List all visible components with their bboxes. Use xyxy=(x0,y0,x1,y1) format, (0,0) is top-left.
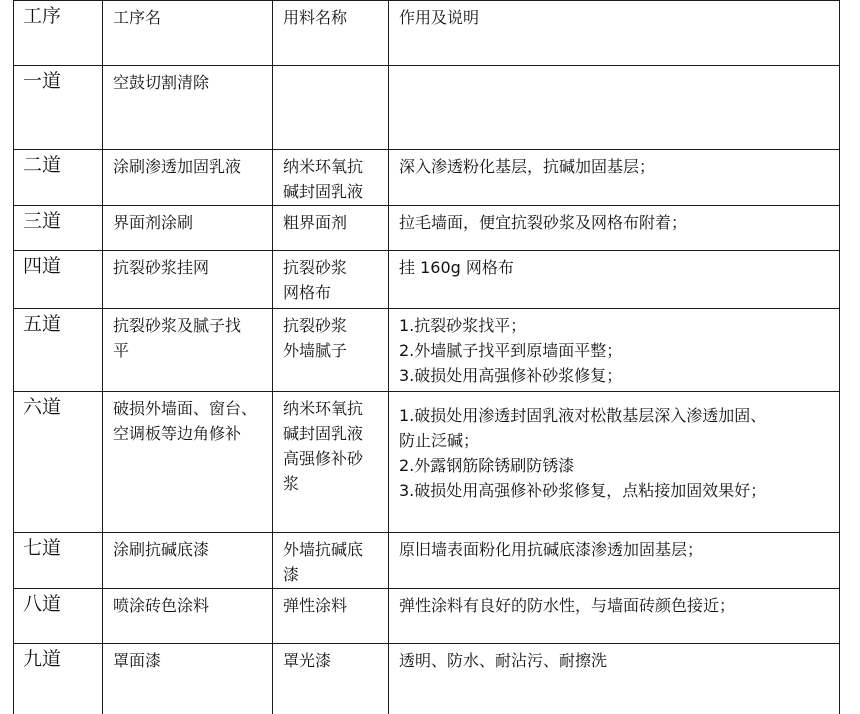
material-cell xyxy=(273,251,389,309)
step-cell: 六道 xyxy=(14,392,103,533)
description-line: 挂 160g 网格布 xyxy=(399,258,514,277)
material-line: 弹性涂料 xyxy=(283,596,348,615)
description-line: 深入渗透粉化基层，抗碱加固基层； xyxy=(399,157,656,176)
material-line: 高强修补砂 xyxy=(283,449,364,468)
process-name-cell xyxy=(103,150,273,206)
material-cell xyxy=(273,392,389,533)
process-name-line: 界面剂涂刷 xyxy=(113,213,194,232)
process-name-cell xyxy=(103,644,273,714)
process-name-cell xyxy=(103,392,273,533)
process-name-cell xyxy=(103,251,273,309)
description-cell xyxy=(389,251,840,309)
process-name-line: 平 xyxy=(113,341,130,360)
material-line: 漆 xyxy=(283,565,300,584)
material-line: 外墙腻子 xyxy=(283,341,348,360)
table-row xyxy=(14,533,840,589)
table-row xyxy=(14,150,840,206)
material-line: 浆 xyxy=(283,474,300,493)
step-cell: 九道 xyxy=(14,644,103,714)
header-cell-name: 工序名 xyxy=(103,1,273,66)
process-name-line: 空鼓切割清除 xyxy=(113,73,210,92)
step-cell: 八道 xyxy=(14,589,103,644)
material-cell xyxy=(273,589,389,644)
material-line: 纳米环氧抗 xyxy=(283,157,364,176)
material-line: 抗裂砂浆 xyxy=(283,316,348,335)
material-line: 碱封固乳液 xyxy=(283,424,364,443)
process-name-line: 空调板等边角修补 xyxy=(113,424,242,443)
header-cell-desc: 作用及说明 xyxy=(389,1,840,66)
description-line: 原旧墙表面粉化用抗碱底漆渗透加固基层； xyxy=(399,540,704,559)
material-cell xyxy=(273,150,389,206)
material-cell xyxy=(273,206,389,251)
description-line: 2.外露钢筋除锈刷防锈漆 xyxy=(399,456,575,475)
process-name-line: 涂刷渗透加固乳液 xyxy=(113,157,242,176)
description-cell xyxy=(389,589,840,644)
description-cell xyxy=(389,150,840,206)
process-name-line: 喷涂砖色涂料 xyxy=(113,596,210,615)
process-name-cell xyxy=(103,589,273,644)
description-line: 透明、防水、耐沾污、耐擦洗 xyxy=(399,651,608,670)
description-cell xyxy=(389,533,840,589)
material-line: 纳米环氧抗 xyxy=(283,399,364,418)
description-line: 2.外墙腻子找平到原墙面平整； xyxy=(399,341,623,360)
table-row xyxy=(14,251,840,309)
process-name-line: 抗裂砂浆及腻子找 xyxy=(113,316,242,335)
process-name-cell xyxy=(103,206,273,251)
material-line: 抗裂砂浆 xyxy=(283,258,348,277)
material-line: 罩光漆 xyxy=(283,651,332,670)
table-row xyxy=(14,644,840,714)
header-row xyxy=(14,1,840,66)
header-cell-material: 用料名称 xyxy=(273,1,389,66)
process-name-line: 破损外墙面、窗台、 xyxy=(113,399,258,418)
material-line: 碱封固乳液 xyxy=(283,182,364,201)
description-line: 1.抗裂砂浆找平； xyxy=(399,316,527,335)
material-cell xyxy=(273,644,389,714)
material-cell xyxy=(273,533,389,589)
material-cell xyxy=(273,66,389,150)
process-name-line: 涂刷抗碱底漆 xyxy=(113,540,210,559)
table-row xyxy=(14,206,840,251)
step-cell: 一道 xyxy=(14,66,103,150)
header-cell-step: 工序 xyxy=(14,1,103,66)
step-cell: 三道 xyxy=(14,206,103,251)
description-cell xyxy=(389,644,840,714)
table-row xyxy=(14,66,840,150)
table-row xyxy=(14,589,840,644)
process-name-line: 罩面漆 xyxy=(113,651,162,670)
description-line: 拉毛墙面，便宜抗裂砂浆及网格布附着； xyxy=(399,213,688,232)
step-cell: 二道 xyxy=(14,150,103,206)
process-name-cell xyxy=(103,533,273,589)
material-line: 外墙抗碱底 xyxy=(283,540,364,559)
description-cell xyxy=(389,66,840,150)
description-cell xyxy=(389,206,840,251)
description-cell xyxy=(389,309,840,392)
step-cell: 七道 xyxy=(14,533,103,589)
description-line: 3.破损处用高强修补砂浆修复，点粘接加固效果好； xyxy=(399,481,767,500)
step-cell: 四道 xyxy=(14,251,103,309)
process-name-cell xyxy=(103,309,273,392)
description-line: 防止泛碱； xyxy=(399,431,480,450)
material-line: 粗界面剂 xyxy=(283,213,348,232)
table-row xyxy=(14,392,840,533)
step-cell: 五道 xyxy=(14,309,103,392)
description-line: 弹性涂料有良好的防水性，与墙面砖颜色接近； xyxy=(399,596,736,615)
description-line: 3.破损处用高强修补砂浆修复； xyxy=(399,366,623,385)
process-name-line: 抗裂砂浆挂网 xyxy=(113,258,210,277)
process-name-cell xyxy=(103,66,273,150)
description-line: 1.破损处用渗透封固乳液对松散基层深入渗透加固、 xyxy=(399,406,767,425)
table-row xyxy=(14,309,840,392)
description-cell xyxy=(389,392,840,533)
material-line: 网格布 xyxy=(283,283,332,302)
material-cell xyxy=(273,309,389,392)
process-table xyxy=(13,0,840,714)
